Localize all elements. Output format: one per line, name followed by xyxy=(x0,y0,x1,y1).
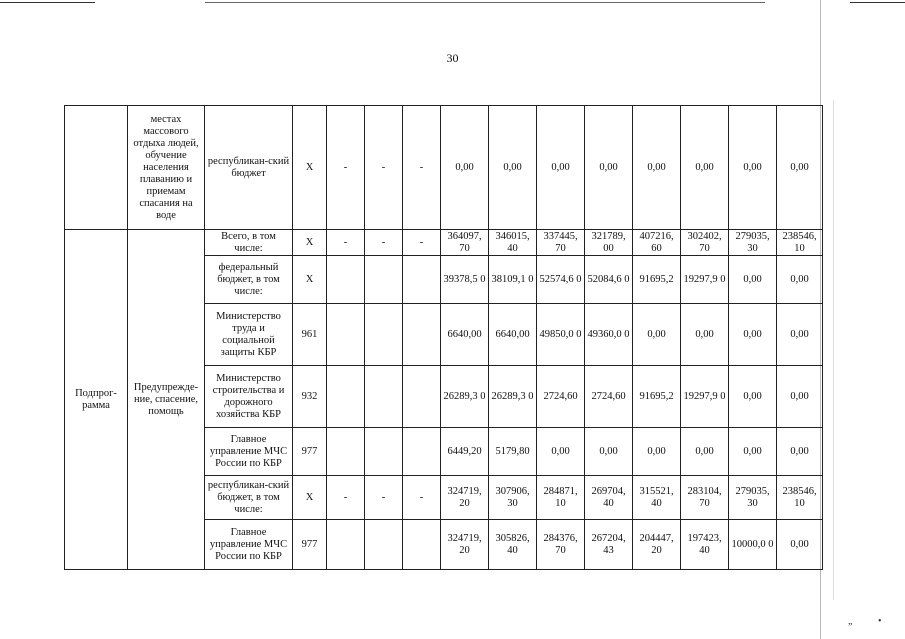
value-cell: 6640,00 xyxy=(441,304,489,366)
scan-artifact-rule xyxy=(833,100,834,600)
scan-mark: • xyxy=(878,616,882,627)
value-cell: 269704, 40 xyxy=(585,476,633,520)
value-cell: 26289,3 0 xyxy=(489,366,537,428)
code-cell: - xyxy=(403,230,441,256)
value-cell: 283104, 70 xyxy=(681,476,729,520)
value-cell: 307906, 30 xyxy=(489,476,537,520)
value-cell: 38109,1 0 xyxy=(489,256,537,304)
funding-source-cell: Главное управление МЧС России по КБР xyxy=(205,520,293,570)
value-cell: 324719, 20 xyxy=(441,476,489,520)
value-cell: 0,00 xyxy=(585,428,633,476)
funding-source-cell: Главное управление МЧС России по КБР xyxy=(205,428,293,476)
code-cell: 977 xyxy=(293,520,327,570)
code-cell: - xyxy=(365,476,403,520)
code-cell xyxy=(403,304,441,366)
code-cell xyxy=(327,520,365,570)
value-cell: 0,00 xyxy=(777,106,823,230)
value-cell: 284871, 10 xyxy=(537,476,585,520)
value-cell: 52574,6 0 xyxy=(537,256,585,304)
value-cell: 337445, 70 xyxy=(537,230,585,256)
value-cell: 0,00 xyxy=(537,428,585,476)
program-name-cell: местах массового отдыха людей, обучение населения плаванию и приемам спасания на воде xyxy=(128,106,205,230)
value-cell: 0,00 xyxy=(681,428,729,476)
value-cell: 0,00 xyxy=(777,256,823,304)
value-cell: 364097, 70 xyxy=(441,230,489,256)
code-cell xyxy=(403,428,441,476)
value-cell: 279035, 30 xyxy=(729,230,777,256)
value-cell: 19297,9 0 xyxy=(681,366,729,428)
code-cell: Х xyxy=(293,476,327,520)
code-cell: - xyxy=(327,476,365,520)
value-cell: 0,00 xyxy=(681,304,729,366)
value-cell: 26289,3 0 xyxy=(441,366,489,428)
code-cell: - xyxy=(403,476,441,520)
value-cell: 91695,2 xyxy=(633,366,681,428)
funding-source-cell: республикан-ский бюджет xyxy=(205,106,293,230)
value-cell: 0,00 xyxy=(633,304,681,366)
code-cell: - xyxy=(327,230,365,256)
code-cell xyxy=(365,428,403,476)
value-cell: 0,00 xyxy=(681,106,729,230)
funding-source-cell: Министерство труда и социальной защиты КБР xyxy=(205,304,293,366)
code-cell: - xyxy=(327,106,365,230)
funding-source-cell: Министерство строительства и дорожного хозяйства КБР xyxy=(205,366,293,428)
code-cell: - xyxy=(403,106,441,230)
value-cell: 6449,20 xyxy=(441,428,489,476)
value-cell: 324719, 20 xyxy=(441,520,489,570)
value-cell: 267204, 43 xyxy=(585,520,633,570)
value-cell: 2724,60 xyxy=(537,366,585,428)
value-cell: 197423, 40 xyxy=(681,520,729,570)
value-cell: 49360,0 0 xyxy=(585,304,633,366)
code-cell xyxy=(365,304,403,366)
value-cell: 2724,60 xyxy=(585,366,633,428)
value-cell: 302402, 70 xyxy=(681,230,729,256)
value-cell: 0,00 xyxy=(585,106,633,230)
value-cell: 52084,6 0 xyxy=(585,256,633,304)
funding-source-cell: Всего, в том числе: xyxy=(205,230,293,256)
code-cell: - xyxy=(365,106,403,230)
value-cell: 49850,0 0 xyxy=(537,304,585,366)
code-cell xyxy=(365,520,403,570)
scan-mark: „ xyxy=(848,616,853,627)
value-cell: 39378,5 0 xyxy=(441,256,489,304)
value-cell: 6640,00 xyxy=(489,304,537,366)
budget-table xyxy=(64,105,823,570)
value-cell: 407216, 60 xyxy=(633,230,681,256)
code-cell xyxy=(403,366,441,428)
scan-artifact-line xyxy=(850,2,905,3)
value-cell: 0,00 xyxy=(729,106,777,230)
value-cell: 19297,9 0 xyxy=(681,256,729,304)
code-cell xyxy=(403,520,441,570)
code-cell: Х xyxy=(293,230,327,256)
value-cell: 315521, 40 xyxy=(633,476,681,520)
code-cell: Х xyxy=(293,106,327,230)
program-type-cell: Подпрог-рамма xyxy=(65,230,128,570)
code-cell: 977 xyxy=(293,428,327,476)
value-cell: 0,00 xyxy=(489,106,537,230)
value-cell: 10000,0 0 xyxy=(729,520,777,570)
scan-artifact-line xyxy=(0,2,95,3)
value-cell: 91695,2 xyxy=(633,256,681,304)
value-cell: 0,00 xyxy=(777,366,823,428)
value-cell: 0,00 xyxy=(777,428,823,476)
value-cell: 305826, 40 xyxy=(489,520,537,570)
value-cell: 0,00 xyxy=(729,366,777,428)
table-row xyxy=(65,230,823,256)
value-cell: 238546, 10 xyxy=(777,476,823,520)
code-cell: Х xyxy=(293,256,327,304)
value-cell: 0,00 xyxy=(729,256,777,304)
value-cell: 238546, 10 xyxy=(777,230,823,256)
table-row xyxy=(65,106,823,230)
value-cell: 0,00 xyxy=(729,428,777,476)
code-cell xyxy=(327,428,365,476)
page-number: 30 xyxy=(446,51,459,65)
code-cell xyxy=(327,366,365,428)
value-cell: 0,00 xyxy=(729,304,777,366)
program-name-cell: Предупрежде-ние, спасение, помощь xyxy=(128,230,205,570)
value-cell: 0,00 xyxy=(777,520,823,570)
value-cell: 5179,80 xyxy=(489,428,537,476)
value-cell: 0,00 xyxy=(777,304,823,366)
value-cell: 284376, 70 xyxy=(537,520,585,570)
funding-source-cell: федеральный бюджет, в том числе: xyxy=(205,256,293,304)
funding-source-cell: республикан-ский бюджет, в том числе: xyxy=(205,476,293,520)
code-cell: 961 xyxy=(293,304,327,366)
value-cell: 0,00 xyxy=(633,106,681,230)
code-cell xyxy=(365,366,403,428)
code-cell: - xyxy=(365,230,403,256)
value-cell: 321789, 00 xyxy=(585,230,633,256)
value-cell: 346015, 40 xyxy=(489,230,537,256)
code-cell xyxy=(327,256,365,304)
value-cell: 0,00 xyxy=(633,428,681,476)
code-cell xyxy=(327,304,365,366)
code-cell: 932 xyxy=(293,366,327,428)
code-cell xyxy=(365,256,403,304)
scan-artifact-line xyxy=(205,2,765,3)
value-cell: 279035, 30 xyxy=(729,476,777,520)
empty-type-cell xyxy=(65,106,128,230)
value-cell: 0,00 xyxy=(441,106,489,230)
value-cell: 0,00 xyxy=(537,106,585,230)
code-cell xyxy=(403,256,441,304)
value-cell: 204447, 20 xyxy=(633,520,681,570)
